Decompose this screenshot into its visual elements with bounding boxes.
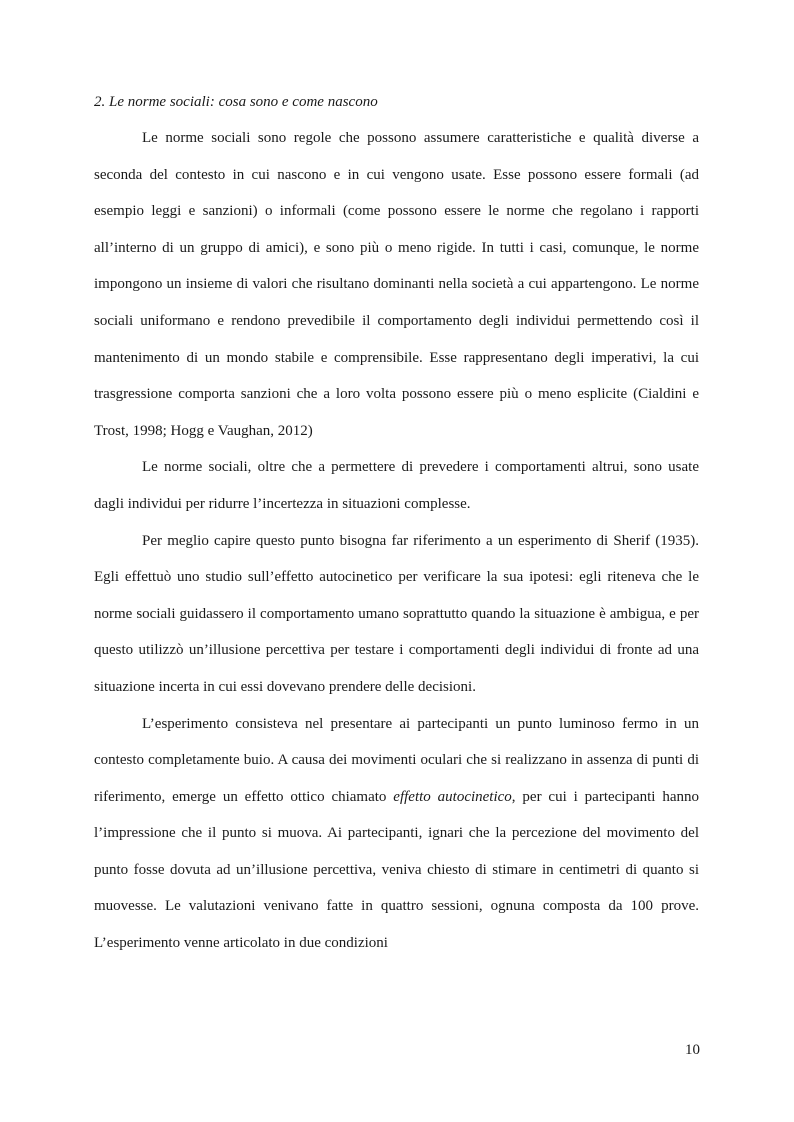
paragraph-descrizione-esperimento — [94, 706, 699, 962]
paragraph-esperimento-sherif: Per meglio capire questo punto bisogna far riferimento a un esperimento di Sherif (1935). Egli effettuò uno studio sull’effetto autocinetico per verificare la sua ipotesi: egli riteneva che le norme sociali guidassero il comportamento umano soprattutto quando la situazione è ambigua, e per questo utilizzò un’illusione percettiva per testare i comportamenti degli individui di fronte ad una situazione incerta in cui essi dovevano prendere delle decisioni. — [94, 532, 699, 695]
paragraph-text-segment: , per cui i partecipanti hanno l’impressione che il punto si muova. Ai partecipanti, ignari che la percezione del movimento del punto fosse dovuta ad un’illusione percettiva, veniva chiesto di stimare in centimetri di quanto si muovesse. Le valutazioni venivano fatte in quattro sessioni, ognuna composta da 100 prove. L’esperimento venne articolato in due condizioni — [94, 788, 699, 952]
body-text — [94, 120, 699, 962]
paragraph-norme-definizione: Le norme sociali sono regole che possono assumere caratteristiche e qualità diverse a seconda del contesto in cui nascono e in cui vengono usate. Esse possono essere formali (ad esempio leggi e sanzioni) o informali (come possono essere le norme che regolano i rapporti all’interno di un gruppo di amici), e sono più o meno rigide. In tutti i casi, comunque, le norme impongono un insieme di valori che risultano dominanti nella società a cui appartengono. Le norme sociali uniformano e rendono prevedibile il comportamento degli individui permettendo così il mantenimento di un mondo stabile e comprensibile. Esse rappresentano degli imperativi, la cui trasgressione comporta sanzioni che a loro volta possono essere più o meno esplicite (Cialdini e Trost, 1998; Hogg e Vaughan, 2012) — [94, 130, 699, 439]
section-heading: 2. Le norme sociali: cosa sono e come nascono — [94, 94, 378, 110]
emphasized-term: effetto autocinetico — [393, 788, 512, 805]
paragraph-text-segment: L’esperimento consisteva nel presentare ai partecipanti un punto luminoso fermo in un contesto completamente buio. A causa dei movimenti oculari che si realizzano in assenza di punti di riferimento, emerge un effetto ottico chiamato — [94, 715, 699, 805]
paragraph-riduzione-incertezza: Le norme sociali, oltre che a permettere di prevedere i comportamenti altrui, sono usate dagli individui per ridurre l’incertezza in situazioni complesse. — [94, 459, 699, 512]
page-number: 10 — [685, 1042, 700, 1058]
